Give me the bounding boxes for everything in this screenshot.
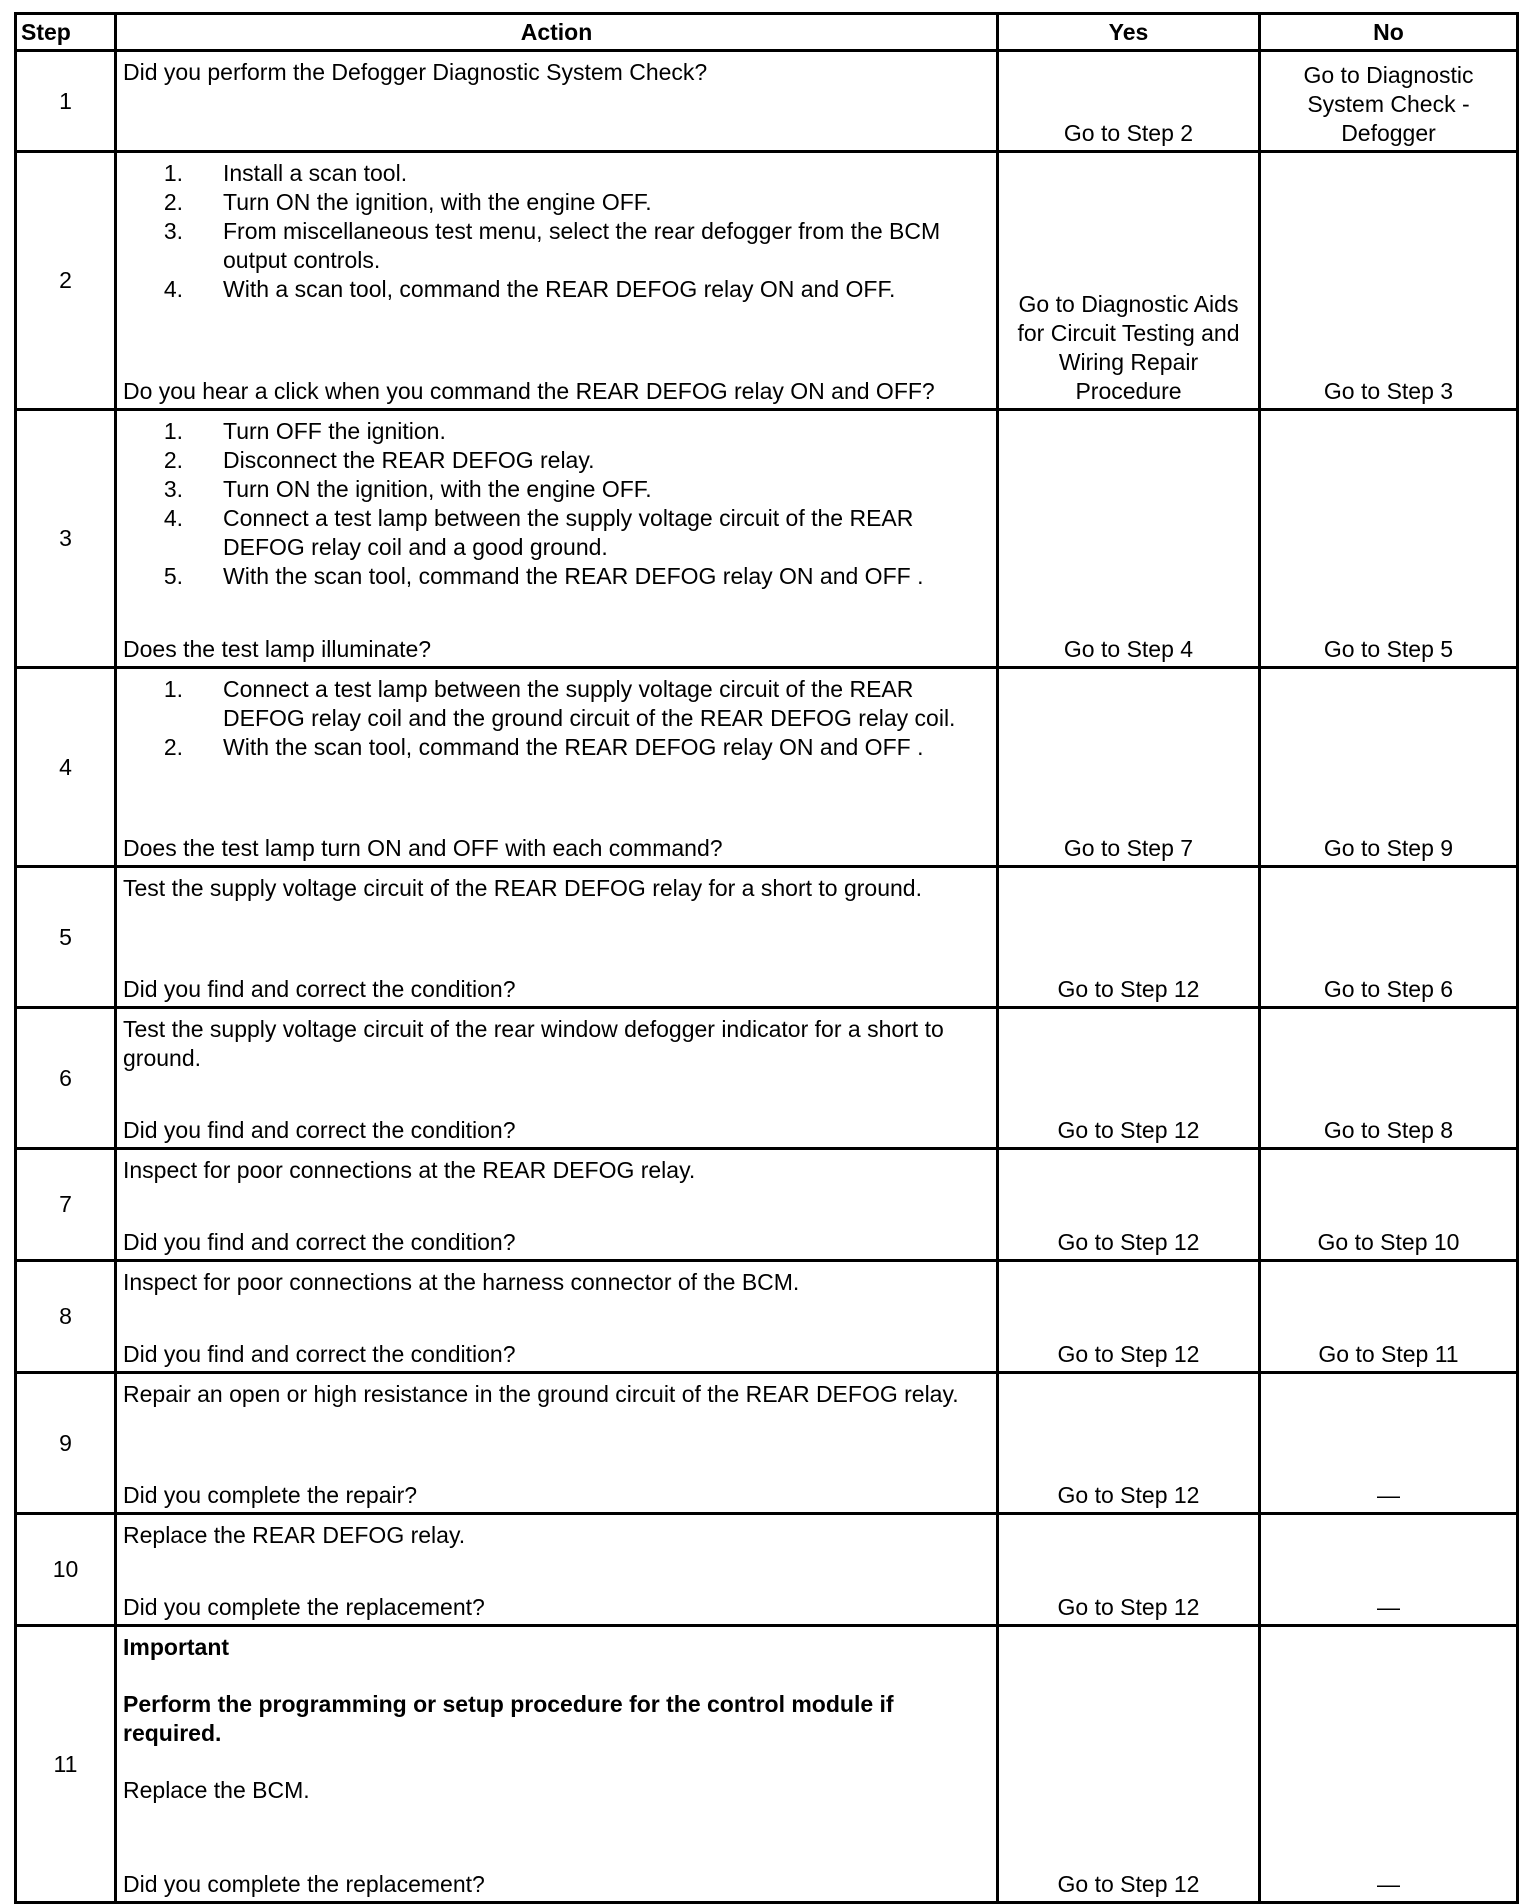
procedure-item <box>123 562 990 591</box>
action-cell <box>116 867 998 1008</box>
procedure-item-text: Turn ON the ignition, with the engine OFF. <box>223 476 652 502</box>
table-row <box>16 152 1518 410</box>
step-number: 7 <box>16 1149 116 1261</box>
procedure-item <box>123 275 990 304</box>
procedure-list <box>123 159 990 304</box>
procedure-item <box>123 675 990 733</box>
diagnostic-table <box>14 12 1519 1904</box>
yes-result: Go to Step 12 <box>998 1261 1260 1373</box>
procedure-item <box>123 504 990 562</box>
procedure-item-text: With the scan tool, command the REAR DEFOG relay ON and OFF . <box>223 734 924 760</box>
step-number: 5 <box>16 867 116 1008</box>
yes-result: Go to Step 12 <box>998 867 1260 1008</box>
table-row <box>16 1373 1518 1514</box>
header-no: No <box>1260 14 1518 51</box>
action-cell <box>116 1261 998 1373</box>
step-number: 3 <box>16 410 116 668</box>
no-result: — <box>1260 1373 1518 1514</box>
procedure-item-text: From miscellaneous test menu, select the rear defogger from the BCM output controls. <box>223 218 941 273</box>
table-row <box>16 410 1518 668</box>
action-question: Does the test lamp illuminate? <box>123 636 432 662</box>
procedure-item <box>123 733 990 762</box>
action-cell <box>116 410 998 668</box>
procedure-item-text: Disconnect the REAR DEFOG relay. <box>223 447 595 473</box>
table-body <box>16 51 1518 1903</box>
table-row <box>16 1149 1518 1261</box>
action-text: Repair an open or high resistance in the ground circuit of the REAR DEFOG relay. <box>123 1381 959 1407</box>
procedure-item-number: 5. <box>163 563 183 589</box>
header-action: Action <box>116 14 998 51</box>
action-text: Test the supply voltage circuit of the rear window defogger indicator for a short to ground. <box>123 1016 944 1071</box>
procedure-item-number: 2. <box>163 447 183 473</box>
action-cell <box>116 668 998 867</box>
action-question: Did you find and correct the condition? <box>123 976 516 1002</box>
header-row <box>16 14 1518 51</box>
important-note: Perform the programming or setup procedure for the control module if required. <box>123 1691 894 1746</box>
action-question: Does the test lamp turn ON and OFF with each command? <box>123 835 723 861</box>
procedure-item-number: 2. <box>163 734 183 760</box>
table-row <box>16 867 1518 1008</box>
procedure-item-text: With the scan tool, command the REAR DEFOG relay ON and OFF . <box>223 563 924 589</box>
action-question: Did you complete the replacement? <box>123 1594 485 1620</box>
action-text: Replace the BCM. <box>123 1777 310 1803</box>
procedure-item <box>123 159 990 188</box>
action-cell <box>116 1008 998 1149</box>
procedure-item-text: Install a scan tool. <box>223 160 408 186</box>
action-cell <box>116 1149 998 1261</box>
no-result: Go to Step 8 <box>1260 1008 1518 1149</box>
procedure-item-number: 1. <box>163 160 183 186</box>
procedure-list <box>123 675 990 762</box>
procedure-item <box>123 188 990 217</box>
action-question: Do you hear a click when you command the REAR DEFOG relay ON and OFF? <box>123 378 935 404</box>
action-question: Did you complete the replacement? <box>123 1871 485 1897</box>
procedure-list <box>123 417 990 591</box>
table-row <box>16 51 1518 152</box>
action-question: Did you find and correct the condition? <box>123 1117 516 1143</box>
procedure-item <box>123 475 990 504</box>
procedure-item <box>123 446 990 475</box>
step-number: 6 <box>16 1008 116 1149</box>
action-cell <box>116 1626 998 1903</box>
yes-result: Go to Diagnostic Aids for Circuit Testing and Wiring Repair Procedure <box>998 152 1260 410</box>
step-number: 1 <box>16 51 116 152</box>
procedure-item-text: Turn ON the ignition, with the engine OFF. <box>223 189 652 215</box>
yes-result: Go to Step 12 <box>998 1373 1260 1514</box>
table-row <box>16 1514 1518 1626</box>
no-result: Go to Step 9 <box>1260 668 1518 867</box>
action-text: Test the supply voltage circuit of the REAR DEFOG relay for a short to ground. <box>123 875 922 901</box>
step-number: 2 <box>16 152 116 410</box>
action-text: Inspect for poor connections at the REAR DEFOG relay. <box>123 1157 696 1183</box>
procedure-item-number: 3. <box>163 218 183 244</box>
header-yes: Yes <box>998 14 1260 51</box>
action-cell <box>116 152 998 410</box>
procedure-item-text: Connect a test lamp between the supply voltage circuit of the REAR DEFOG relay coil and a good ground. <box>223 505 914 560</box>
no-result: Go to Step 5 <box>1260 410 1518 668</box>
no-result: — <box>1260 1626 1518 1903</box>
procedure-item-text: Connect a test lamp between the supply voltage circuit of the REAR DEFOG relay coil and the ground circuit of the REAR DEFOG relay coil. <box>223 676 956 731</box>
diagnostic-table-container <box>14 12 1516 1904</box>
table-row <box>16 1261 1518 1373</box>
yes-result: Go to Step 12 <box>998 1008 1260 1149</box>
procedure-item <box>123 217 990 275</box>
action-text: Replace the REAR DEFOG relay. <box>123 1522 466 1548</box>
action-cell <box>116 51 998 152</box>
no-result: Go to Step 6 <box>1260 867 1518 1008</box>
action-cell <box>116 1373 998 1514</box>
table-row <box>16 1008 1518 1149</box>
important-label: Important <box>123 1634 230 1660</box>
table-row <box>16 1626 1518 1903</box>
step-number: 10 <box>16 1514 116 1626</box>
no-result: Go to Step 10 <box>1260 1149 1518 1261</box>
step-number: 9 <box>16 1373 116 1514</box>
no-result: Go to Step 3 <box>1260 152 1518 410</box>
procedure-item-text: Turn OFF the ignition. <box>223 418 446 444</box>
table-row <box>16 668 1518 867</box>
action-question: Did you complete the repair? <box>123 1482 418 1508</box>
header-step: Step <box>16 14 116 51</box>
procedure-item-number: 1. <box>163 676 183 702</box>
procedure-item-number: 4. <box>163 505 183 531</box>
action-question: Did you find and correct the condition? <box>123 1229 516 1255</box>
yes-result: Go to Step 7 <box>998 668 1260 867</box>
action-question: Did you perform the Defogger Diagnostic System Check? <box>123 59 708 85</box>
procedure-item-text: With a scan tool, command the REAR DEFOG relay ON and OFF. <box>223 276 896 302</box>
yes-result: Go to Step 12 <box>998 1149 1260 1261</box>
procedure-item-number: 3. <box>163 476 183 502</box>
procedure-item <box>123 417 990 446</box>
step-number: 4 <box>16 668 116 867</box>
no-result: Go to Step 11 <box>1260 1261 1518 1373</box>
procedure-item-number: 4. <box>163 276 183 302</box>
action-text: Inspect for poor connections at the harness connector of the BCM. <box>123 1269 800 1295</box>
no-result: — <box>1260 1514 1518 1626</box>
yes-result: Go to Step 4 <box>998 410 1260 668</box>
action-question: Did you find and correct the condition? <box>123 1341 516 1367</box>
procedure-item-number: 1. <box>163 418 183 444</box>
step-number: 11 <box>16 1626 116 1903</box>
no-result: Go to Diagnostic System Check - Defogger <box>1260 51 1518 152</box>
yes-result: Go to Step 12 <box>998 1514 1260 1626</box>
yes-result: Go to Step 12 <box>998 1626 1260 1903</box>
action-cell <box>116 1514 998 1626</box>
yes-result: Go to Step 2 <box>998 51 1260 152</box>
step-number: 8 <box>16 1261 116 1373</box>
procedure-item-number: 2. <box>163 189 183 215</box>
